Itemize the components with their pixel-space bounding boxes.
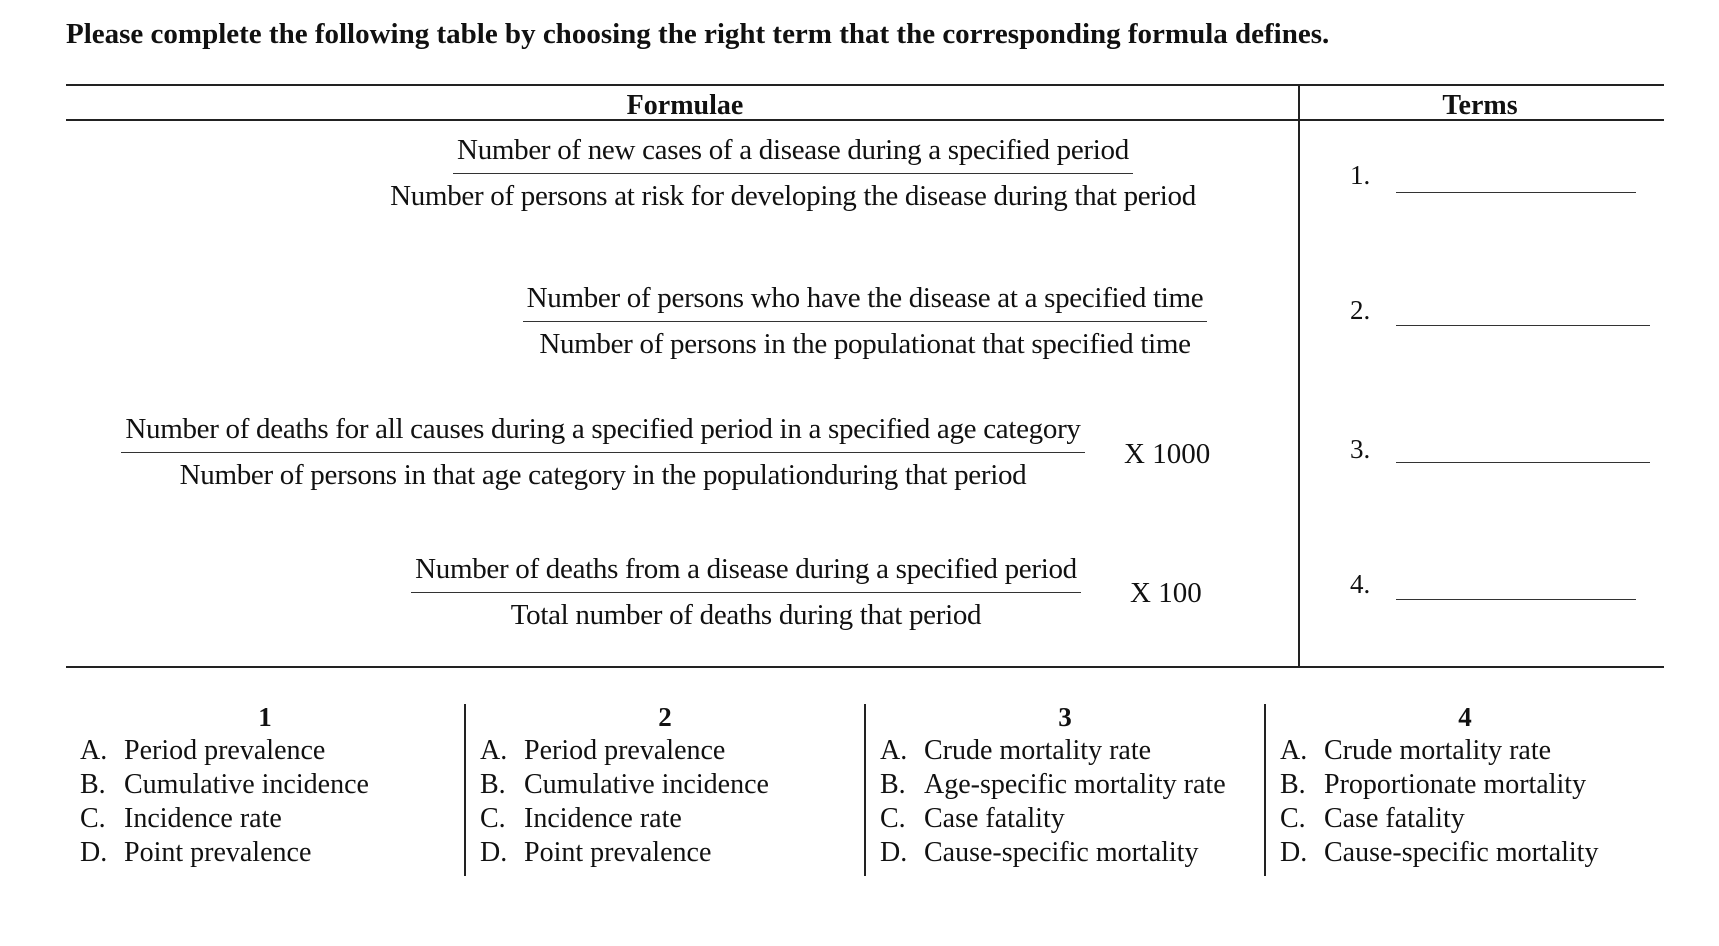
option-4b[interactable]: B. Proportionate mortality: [1280, 769, 1587, 800]
formula-1: [366, 134, 1220, 213]
formula-2-denominator: Number of persons in the populationat that specified time: [539, 328, 1191, 360]
formula-4-multiplier: X 100: [1130, 577, 1202, 609]
formula-4-denominator: Total number of deaths during that period: [510, 599, 982, 631]
term-answer-1[interactable]: [1396, 192, 1636, 193]
table-top-rule: [66, 84, 1664, 86]
formulae-header: Formulae: [626, 90, 744, 121]
option-3d[interactable]: D. Cause-specific mortality: [880, 837, 1199, 868]
option-2c[interactable]: C. Incidence rate: [480, 803, 682, 834]
option-1c[interactable]: C. Incidence rate: [80, 803, 282, 834]
options-divider-2: [864, 704, 866, 876]
option-1d[interactable]: D. Point prevalence: [80, 837, 312, 868]
options-column-4: [1280, 700, 1680, 870]
options-divider-1: [464, 704, 466, 876]
options-column-1-title: 1: [258, 702, 272, 732]
term-answer-3[interactable]: [1396, 462, 1650, 463]
term-answer-4[interactable]: [1396, 599, 1636, 600]
formula-3-numerator: Number of deaths for all causes during a specified period in a specified age category: [121, 413, 1084, 453]
formula-4: [396, 553, 1096, 632]
options-column-3: [880, 700, 1260, 870]
options-column-4-title: 4: [1458, 702, 1472, 732]
table-bottom-rule: [66, 666, 1664, 668]
formula-3: [98, 413, 1108, 492]
options-divider-3: [1264, 704, 1266, 876]
option-2b[interactable]: B. Cumulative incidence: [480, 769, 769, 800]
options-column-1: [80, 700, 450, 870]
options-column-2: [480, 700, 850, 870]
options-column-2-title: 2: [658, 702, 672, 732]
formula-1-numerator: Number of new cases of a disease during a specified period: [453, 134, 1133, 174]
formula-2: [510, 282, 1220, 361]
formula-3-multiplier: X 1000: [1124, 438, 1211, 470]
option-4d[interactable]: D. Cause-specific mortality: [1280, 837, 1599, 868]
term-number-3: 3.: [1350, 434, 1371, 464]
terms-header: Terms: [1442, 90, 1518, 121]
instruction-text: Please complete the following table by choosing the right term that the corresponding formula defines.: [66, 18, 1330, 50]
term-number-2: 2.: [1350, 295, 1371, 325]
formula-1-denominator: Number of persons at risk for developing the disease during that period: [390, 180, 1196, 212]
option-3a[interactable]: A. Crude mortality rate: [880, 735, 1152, 766]
formula-2-numerator: Number of persons who have the disease at a specified time: [523, 282, 1208, 322]
option-1a[interactable]: A. Period prevalence: [80, 735, 326, 766]
option-4c[interactable]: C. Case fatality: [1280, 803, 1465, 834]
formula-3-denominator: Number of persons in that age category in the populationduring that period: [179, 459, 1027, 491]
options-column-3-title: 3: [1058, 702, 1072, 732]
option-3c[interactable]: C. Case fatality: [880, 803, 1065, 834]
option-2d[interactable]: D. Point prevalence: [480, 837, 712, 868]
term-number-1: 1.: [1350, 160, 1371, 190]
option-1b[interactable]: B. Cumulative incidence: [80, 769, 369, 800]
term-number-4: 4.: [1350, 569, 1371, 599]
option-4a[interactable]: A. Crude mortality rate: [1280, 735, 1552, 766]
option-2a[interactable]: A. Period prevalence: [480, 735, 726, 766]
option-3b[interactable]: B. Age-specific mortality rate: [880, 769, 1226, 800]
formula-4-numerator: Number of deaths from a disease during a specified period: [411, 553, 1081, 593]
term-answer-2[interactable]: [1396, 325, 1650, 326]
table-column-divider: [1298, 85, 1300, 667]
